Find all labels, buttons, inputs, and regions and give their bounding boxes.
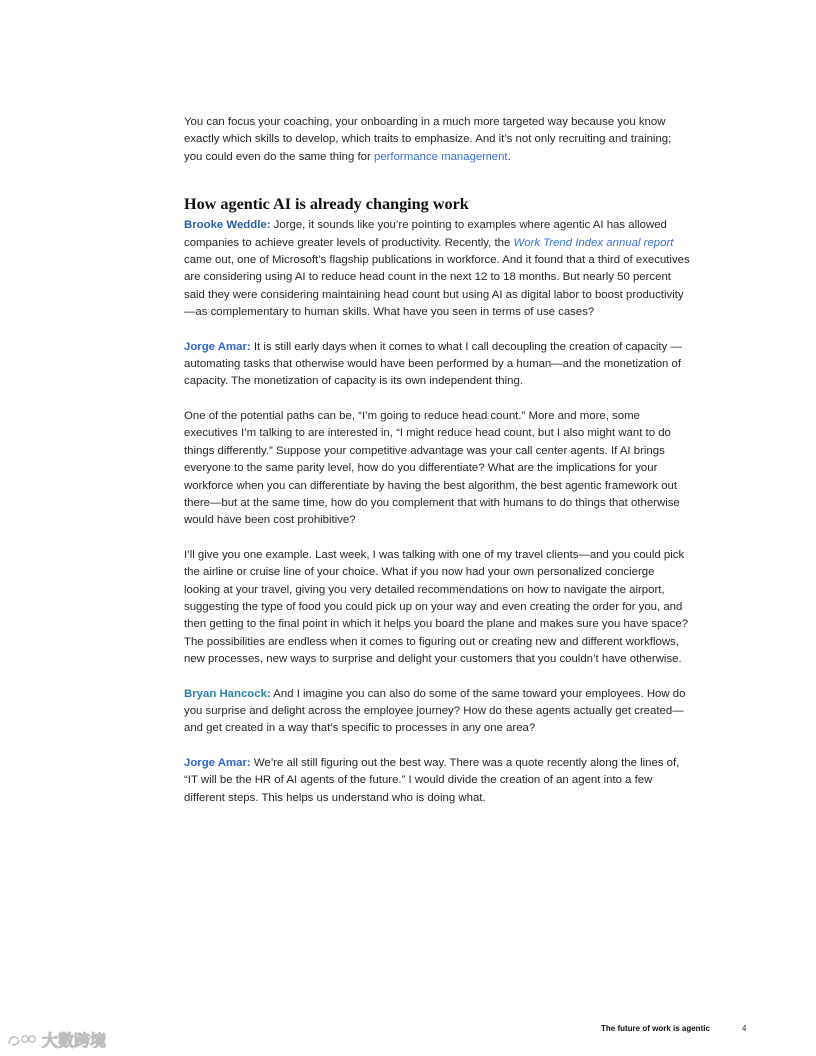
watermark-logo-icon [6,1031,40,1049]
speaker-jorge-amar-2: Jorge Amar: [184,756,251,769]
watermark-text: 大數跨境 [42,1031,107,1050]
page-number: 4 [742,1024,747,1033]
brooke-question-text-a: Jorge, it sounds like you’re pointing to examples where agentic AI has allowed companies to achieve greater levels of productivity. Recently, the [184,219,667,249]
jorge-answer-paragraph-3: I’ll give you one example. Last week, I was talking with one of my travel clients—and you could pick the airline or cruise line of your choice. What if you now had your own personalized concierge looking at your travel, giving you very detailed recommendations on how to navigate the airport, suggesting the type of food you could pick up on your way and even creating the order for you, and then getting to the final point in which it helps you board the plane and makes sure you have space? The possibilities are endless when it comes to figuring out or creating new and different workflows, new processes, new ways to surprise and delight your customers that you couldn’t have otherwise. [184,548,689,666]
work-trend-index-link[interactable]: Work Trend Index annual report [513,236,674,249]
jorge-answer-2-paragraph [184,755,692,807]
intro-paragraph [184,114,692,166]
intro-text: You can focus your coaching, your onboarding in a much more targeted way because you know exactly which skills to develop, which traits to emphasize. And it’s not only recruiting and training; you could even do the same thing for [184,116,672,163]
jorge-answer-2-text: We’re all still figuring out the best way. There was a quote recently along the lines of, “IT will be the HR of AI agents of the future.” I would divide the creation of an agent into a few different steps. This helps us understand who is doing what. [184,756,680,804]
watermark [6,1028,106,1051]
jorge-answer-paragraph [184,339,692,391]
footer-title: The future of work is agentic [601,1024,710,1033]
speaker-brooke-weddle: Brooke Weddle: [184,219,271,232]
brooke-question-text-b: came out, one of Microsoft’s flagship publications in workforce. And it found that a third of executives are considering using AI to reduce head count in the next 12 to 18 months. But nearly 50 percent said they were considering maintaining head count but using AI as digital labor to boost productivity—as complementary to human skills. What have you seen in terms of use cases? [184,254,690,319]
intro-end: . [507,150,511,163]
performance-management-link[interactable]: performance management [373,150,508,163]
speaker-bryan-hancock: Bryan Hancock: [184,687,271,700]
article-body [184,114,692,824]
bryan-question-paragraph [184,686,692,738]
bryan-question-text: And I imagine you can also do some of the same toward your employees. How do you surprise and delight across the employee journey? How do these agents actually get created—and get created in a way that’s specific to processes in any one area? [184,687,686,735]
jorge-answer-paragraph-2: One of the potential paths can be, “I’m going to reduce head count.” More and more, some executives I’m talking to are interested in, “I might reduce head count, but I also might want to do things differently.” Suppose your competitive advantage was your call center agents. If AI brings everyone to the same parity level, how do you differentiate? What are the implications for your workforce when you can differentiate by having the best algorithm, the best agentic framework out there—but at the same time, how do you complement that with humans to do things that otherwise would have been cost prohibitive? [184,409,680,527]
section-heading: How agentic AI is already changing work [184,195,469,214]
brooke-question-paragraph [184,217,692,321]
speaker-jorge-amar: Jorge Amar: [184,340,251,353]
jorge-answer-text: It is still early days when it comes to what I call decoupling the creation of capacity —automating tasks that otherwise would have been performed by a human—and the monetization of capacity. The monetization of capacity is its own independent thing. [184,340,682,388]
